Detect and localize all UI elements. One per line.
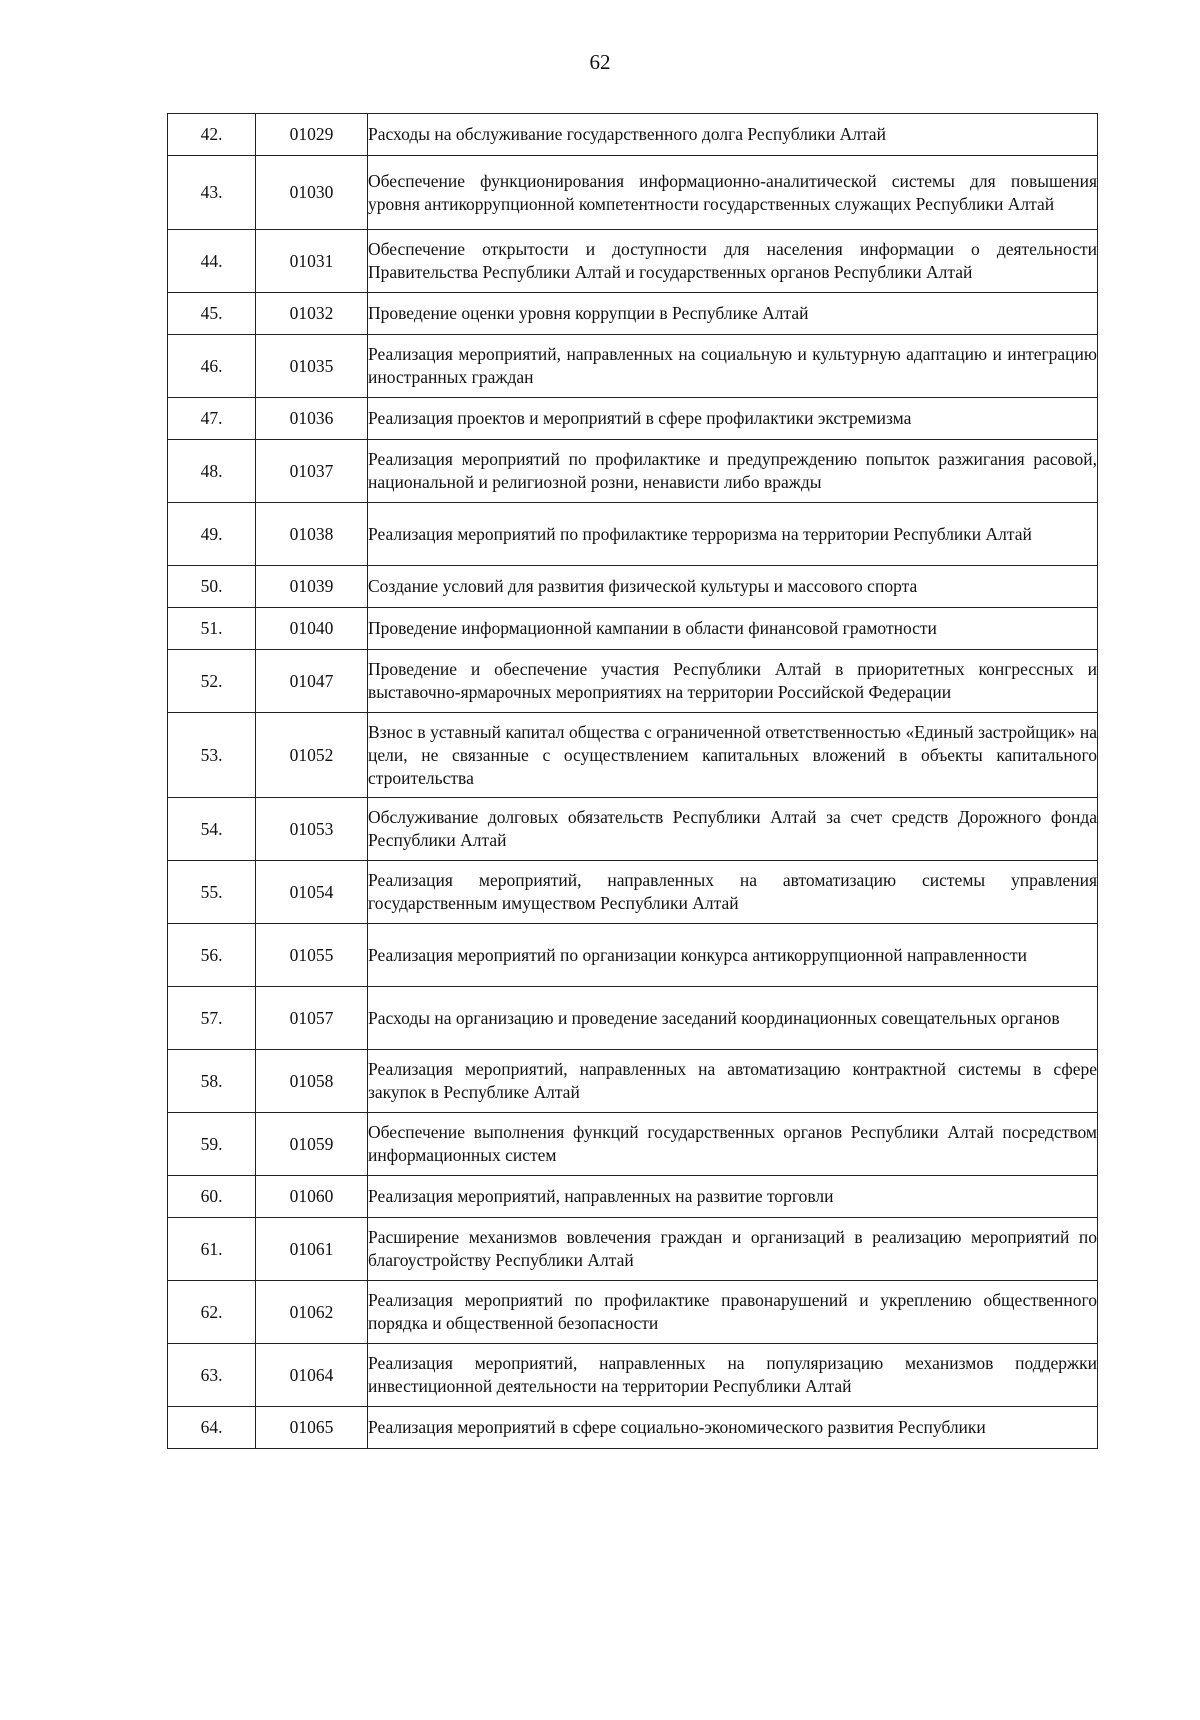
row-name: Расходы на обслуживание государственного долга Республики Алтай bbox=[368, 114, 1098, 156]
row-code: 01061 bbox=[256, 1218, 368, 1281]
row-name: Реализация мероприятий по профилактике и предупреждению попыток разжигания расовой, национальной и религиозной розни, ненависти либо вражды bbox=[368, 440, 1098, 503]
table-row bbox=[168, 156, 1098, 230]
row-name: Проведение оценки уровня коррупции в Республике Алтай bbox=[368, 293, 1098, 335]
table-row bbox=[168, 293, 1098, 335]
row-code: 01060 bbox=[256, 1176, 368, 1218]
row-name: Реализация мероприятий по профилактике терроризма на территории Республики Алтай bbox=[368, 503, 1098, 566]
row-number: 45. bbox=[168, 293, 256, 335]
row-code: 01032 bbox=[256, 293, 368, 335]
row-number: 59. bbox=[168, 1113, 256, 1176]
row-code: 01039 bbox=[256, 566, 368, 608]
row-number: 53. bbox=[168, 713, 256, 798]
row-name: Реализация мероприятий по профилактике правонарушений и укреплению общественного порядка и общественной безопасности bbox=[368, 1281, 1098, 1344]
row-number: 51. bbox=[168, 608, 256, 650]
page-number: 62 bbox=[589, 50, 611, 74]
row-number: 54. bbox=[168, 798, 256, 861]
row-code: 01040 bbox=[256, 608, 368, 650]
row-number: 57. bbox=[168, 987, 256, 1050]
row-number: 55. bbox=[168, 861, 256, 924]
table-row bbox=[168, 798, 1098, 861]
table-row bbox=[168, 1050, 1098, 1113]
table-row bbox=[168, 440, 1098, 503]
row-number: 56. bbox=[168, 924, 256, 987]
row-code: 01038 bbox=[256, 503, 368, 566]
table-row bbox=[168, 566, 1098, 608]
row-code: 01059 bbox=[256, 1113, 368, 1176]
expense-codes-table bbox=[167, 113, 1098, 1449]
row-name: Реализация проектов и мероприятий в сфере профилактики экстремизма bbox=[368, 398, 1098, 440]
row-name: Реализация мероприятий, направленных на автоматизацию системы управления государственным имуществом Республики Алтай bbox=[368, 861, 1098, 924]
table-row bbox=[168, 713, 1098, 798]
row-number: 49. bbox=[168, 503, 256, 566]
row-name: Реализация мероприятий, направленных на популяризацию механизмов поддержки инвестиционной деятельности на территории Республики Алтай bbox=[368, 1344, 1098, 1407]
table-row bbox=[168, 608, 1098, 650]
row-name: Обеспечение функционирования информационно-аналитической системы для повышения уровня антикоррупционной компетентности государственных служащих Республики Алтай bbox=[368, 156, 1098, 230]
row-number: 50. bbox=[168, 566, 256, 608]
table-row bbox=[168, 230, 1098, 293]
row-code: 01036 bbox=[256, 398, 368, 440]
table-row bbox=[168, 924, 1098, 987]
row-number: 60. bbox=[168, 1176, 256, 1218]
row-number: 58. bbox=[168, 1050, 256, 1113]
row-name: Обеспечение открытости и доступности для населения информации о деятельности Правительства Республики Алтай и государственных органов Республики Алтай bbox=[368, 230, 1098, 293]
table-row bbox=[168, 1407, 1098, 1449]
row-name: Взнос в уставный капитал общества с ограниченной ответственностью «Единый застройщик» на цели, не связанные с осуществлением капитальных вложений в объекты капитального строительства bbox=[368, 713, 1098, 798]
row-code: 01037 bbox=[256, 440, 368, 503]
row-number: 63. bbox=[168, 1344, 256, 1407]
row-number: 43. bbox=[168, 156, 256, 230]
row-number: 61. bbox=[168, 1218, 256, 1281]
row-number: 64. bbox=[168, 1407, 256, 1449]
row-name: Реализация мероприятий в сфере социально-экономического развития Республики bbox=[368, 1407, 1098, 1449]
row-name: Расширение механизмов вовлечения граждан и организаций в реализацию мероприятий по благоустройству Республики Алтай bbox=[368, 1218, 1098, 1281]
row-code: 01062 bbox=[256, 1281, 368, 1344]
table-row bbox=[168, 1344, 1098, 1407]
row-code: 01035 bbox=[256, 335, 368, 398]
row-code: 01065 bbox=[256, 1407, 368, 1449]
row-number: 42. bbox=[168, 114, 256, 156]
table-row bbox=[168, 987, 1098, 1050]
row-name: Реализация мероприятий по организации конкурса антикоррупционной направленности bbox=[368, 924, 1098, 987]
row-code: 01054 bbox=[256, 861, 368, 924]
row-code: 01030 bbox=[256, 156, 368, 230]
table-row bbox=[168, 1113, 1098, 1176]
table-row bbox=[168, 398, 1098, 440]
row-name: Проведение информационной кампании в области финансовой грамотности bbox=[368, 608, 1098, 650]
table-row bbox=[168, 1176, 1098, 1218]
table-row bbox=[168, 335, 1098, 398]
row-name: Обслуживание долговых обязательств Республики Алтай за счет средств Дорожного фонда Республики Алтай bbox=[368, 798, 1098, 861]
row-code: 01031 bbox=[256, 230, 368, 293]
row-number: 62. bbox=[168, 1281, 256, 1344]
row-name: Обеспечение выполнения функций государственных органов Республики Алтай посредством информационных систем bbox=[368, 1113, 1098, 1176]
row-name: Реализация мероприятий, направленных на автоматизацию контрактной системы в сфере закупок в Республике Алтай bbox=[368, 1050, 1098, 1113]
row-code: 01057 bbox=[256, 987, 368, 1050]
table-row bbox=[168, 1281, 1098, 1344]
table-row bbox=[168, 503, 1098, 566]
row-name: Реализация мероприятий, направленных на социальную и культурную адаптацию и интеграцию иностранных граждан bbox=[368, 335, 1098, 398]
row-code: 01052 bbox=[256, 713, 368, 798]
row-code: 01047 bbox=[256, 650, 368, 713]
row-number: 47. bbox=[168, 398, 256, 440]
row-name: Проведение и обеспечение участия Республики Алтай в приоритетных конгрессных и выставочно-ярмарочных мероприятиях на территории Российской Федерации bbox=[368, 650, 1098, 713]
row-code: 01058 bbox=[256, 1050, 368, 1113]
row-name: Реализация мероприятий, направленных на развитие торговли bbox=[368, 1176, 1098, 1218]
table-row bbox=[168, 650, 1098, 713]
row-number: 46. bbox=[168, 335, 256, 398]
table-row bbox=[168, 1218, 1098, 1281]
table-row bbox=[168, 861, 1098, 924]
row-name: Расходы на организацию и проведение заседаний координационных совещательных органов bbox=[368, 987, 1098, 1050]
row-code: 01064 bbox=[256, 1344, 368, 1407]
table-row bbox=[168, 114, 1098, 156]
table-body bbox=[168, 114, 1098, 1449]
row-name: Создание условий для развития физической культуры и массового спорта bbox=[368, 566, 1098, 608]
row-code: 01055 bbox=[256, 924, 368, 987]
row-code: 01053 bbox=[256, 798, 368, 861]
row-number: 52. bbox=[168, 650, 256, 713]
row-code: 01029 bbox=[256, 114, 368, 156]
row-number: 44. bbox=[168, 230, 256, 293]
row-number: 48. bbox=[168, 440, 256, 503]
